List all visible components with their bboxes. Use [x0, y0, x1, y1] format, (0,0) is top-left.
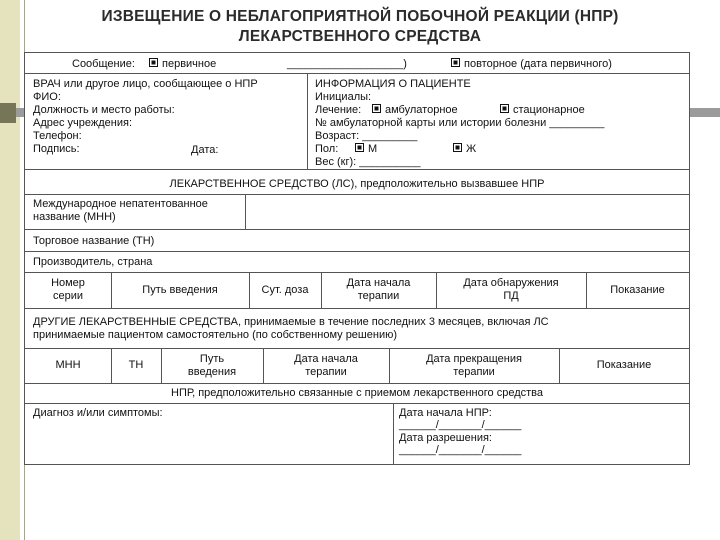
divider — [25, 272, 689, 273]
other-col-stop-line1: Дата прекращения — [426, 353, 522, 365]
sex-female-option[interactable] — [453, 143, 476, 156]
message-date-blank[interactable]: ___________________) — [287, 58, 407, 70]
other-col-route-line1: Путь — [199, 353, 225, 365]
patient-treatment-label: Лечение: — [315, 104, 362, 116]
col-detection-line1: Дата обнаружения — [463, 277, 559, 289]
patient-weight-field[interactable]: Вес (кг): __________ — [315, 156, 421, 168]
col-detection-line2: ПД — [503, 290, 519, 302]
checkbox-icon — [453, 143, 462, 152]
divider — [307, 73, 308, 169]
checkbox-icon — [451, 58, 460, 67]
other-col-start-line1: Дата начала — [294, 353, 358, 365]
adr-resolution-date-input[interactable]: ______/_______/______ — [399, 444, 522, 456]
treatment-outpatient-option[interactable] — [372, 104, 458, 117]
inn-input[interactable] — [246, 195, 688, 229]
reporter-address-field[interactable]: Адрес учреждения: — [33, 117, 133, 129]
message-repeat-option[interactable] — [451, 58, 612, 71]
form-title-line1: ИЗВЕЩЕНИЕ О НЕБЛАГОПРИЯТНОЙ ПОБОЧНОЙ РЕАКЦИИ (НПР) — [101, 8, 619, 25]
adr-heading: НПР, предположительно связанные с приемом лекарственного средства — [171, 387, 543, 399]
reporter-position-field[interactable]: Должность и место работы: — [33, 104, 175, 116]
sex-male-option[interactable] — [355, 143, 377, 156]
patient-heading: ИНФОРМАЦИЯ О ПАЦИЕНТЕ — [315, 78, 471, 90]
other-col-start-line2: терапии — [305, 366, 347, 378]
divider — [25, 251, 689, 252]
patient-initials-field[interactable]: Инициалы: — [315, 91, 372, 103]
patient-sex-label: Пол: — [315, 143, 339, 155]
other-col-inn: МНН — [55, 359, 81, 371]
sex-female-label: Ж — [466, 143, 477, 155]
patient-age-field[interactable]: Возраст: _________ — [315, 130, 418, 142]
divider — [25, 403, 689, 404]
reporter-signature-field[interactable]: Подпись: — [33, 143, 80, 155]
checkbox-icon — [355, 143, 364, 152]
col-batch-line2: серии — [52, 290, 84, 302]
divider — [25, 348, 689, 349]
other-col-stop-line2: терапии — [453, 366, 495, 378]
adr-onset-date-input[interactable]: ______/_______/______ — [399, 419, 522, 431]
col-start-line2: терапии — [357, 290, 400, 302]
treatment-inpatient-option[interactable] — [500, 104, 585, 117]
checkbox-icon — [500, 104, 509, 113]
reporter-date-field[interactable]: Дата: — [191, 144, 219, 156]
checkbox-icon — [149, 58, 158, 67]
sex-male-label: М — [368, 143, 378, 155]
other-col-route-line2: введения — [187, 366, 237, 378]
adr-resolution-label: Дата разрешения: — [399, 432, 492, 444]
other-col-tn: ТН — [128, 359, 144, 371]
divider — [25, 73, 689, 74]
diagnosis-field[interactable]: Диагноз и/или симптомы: — [33, 407, 163, 419]
divider — [25, 383, 689, 384]
other-drugs-heading-line1: ДРУГИЕ ЛЕКАРСТВЕННЫЕ СРЕДСТВА, принимаемые в течение последних 3 месяцев, включая ЛС — [33, 316, 549, 328]
message-repeat-label: повторное (дата первичного) — [464, 58, 612, 70]
divider — [393, 403, 394, 464]
treatment-outpatient-label: амбулаторное — [385, 104, 458, 116]
divider — [25, 169, 689, 170]
manufacturer-field[interactable]: Производитель, страна — [33, 256, 153, 268]
left-decor-band — [0, 0, 20, 540]
message-label: Сообщение: — [72, 58, 135, 70]
message-primary-option[interactable] — [149, 58, 216, 71]
reporter-phone-field[interactable]: Телефон: — [33, 130, 82, 142]
treatment-inpatient-label: стационарное — [513, 104, 585, 116]
divider — [25, 308, 689, 309]
trade-name-field[interactable]: Торговое название (ТН) — [33, 235, 155, 247]
col-start-line1: Дата начала — [346, 277, 411, 289]
message-primary-label: первичное — [162, 58, 217, 70]
reporter-heading: ВРАЧ или другое лицо, сообщающее о НПР — [33, 78, 258, 90]
adr-onset-label: Дата начала НПР: — [399, 407, 492, 419]
patient-card-number-field[interactable]: № амбулаторной карты или истории болезни _________ — [315, 117, 605, 129]
adr-report-form — [24, 52, 690, 465]
checkbox-icon — [372, 104, 381, 113]
col-batch-line1: Номер — [51, 277, 85, 289]
inn-label-line2: название (МНН) — [33, 211, 116, 223]
other-drugs-heading-line2: принимаемые пациентом самостоятельно (по собственному решению) — [33, 329, 397, 341]
inn-label-line1: Международное непатентованное — [33, 198, 208, 210]
form-title-line2: ЛЕКАРСТВЕННОГО СРЕДСТВА — [238, 28, 482, 45]
divider — [25, 229, 689, 230]
col-route: Путь введения — [142, 284, 218, 296]
other-col-indication: Показание — [596, 359, 652, 371]
col-indication: Показание — [610, 284, 665, 296]
reporter-name-field[interactable]: ФИО: — [33, 91, 61, 103]
suspect-drug-heading: ЛЕКАРСТВЕННОЕ СРЕДСТВО (ЛС), предположительно вызвавшее НПР — [169, 178, 545, 190]
col-daily-dose: Сут. доза — [261, 284, 309, 296]
